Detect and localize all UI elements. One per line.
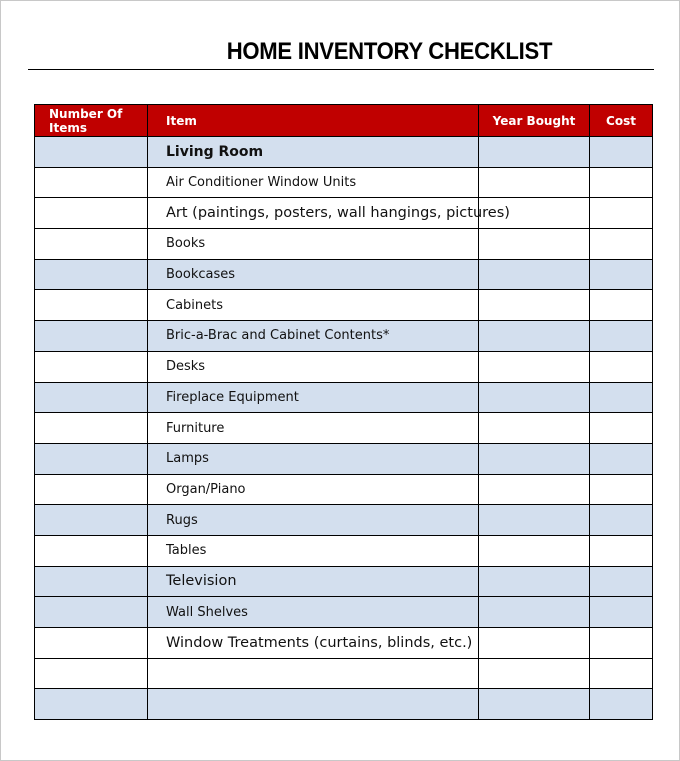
- table-row: [35, 566, 653, 597]
- cost-cell[interactable]: [590, 443, 653, 474]
- item-cell: Tables: [148, 535, 479, 566]
- item-cell: [148, 658, 479, 689]
- table-row: [35, 259, 653, 290]
- year-bought-cell[interactable]: [479, 535, 590, 566]
- table-row: [35, 474, 653, 505]
- number-cell[interactable]: [35, 229, 148, 260]
- cost-cell[interactable]: [590, 382, 653, 413]
- table-row: [35, 229, 653, 260]
- table-header-row: [35, 105, 653, 137]
- item-cell: [148, 689, 479, 720]
- table-row: [35, 535, 653, 566]
- year-bought-cell[interactable]: [479, 137, 590, 168]
- table-row: [35, 382, 653, 413]
- cost-cell[interactable]: [590, 413, 653, 444]
- number-cell[interactable]: [35, 382, 148, 413]
- number-cell[interactable]: [35, 198, 148, 229]
- year-bought-cell[interactable]: [479, 689, 590, 720]
- year-bought-cell[interactable]: [479, 259, 590, 290]
- cost-cell[interactable]: [590, 167, 653, 198]
- number-cell[interactable]: [35, 137, 148, 168]
- table-row: [35, 628, 653, 659]
- cost-cell[interactable]: [590, 597, 653, 628]
- item-cell: Living Room: [148, 137, 479, 168]
- year-bought-cell[interactable]: [479, 290, 590, 321]
- number-cell[interactable]: [35, 505, 148, 536]
- cost-cell[interactable]: [590, 628, 653, 659]
- number-cell[interactable]: [35, 689, 148, 720]
- table-row: [35, 658, 653, 689]
- cost-cell[interactable]: [590, 137, 653, 168]
- number-cell[interactable]: [35, 566, 148, 597]
- year-bought-cell[interactable]: [479, 321, 590, 352]
- number-cell[interactable]: [35, 597, 148, 628]
- cost-cell[interactable]: [590, 321, 653, 352]
- table-row: [35, 167, 653, 198]
- item-cell: Cabinets: [148, 290, 479, 321]
- number-cell[interactable]: [35, 167, 148, 198]
- header-cost: Cost: [590, 105, 653, 137]
- number-cell[interactable]: [35, 351, 148, 382]
- table-row: [35, 321, 653, 352]
- year-bought-cell[interactable]: [479, 597, 590, 628]
- number-cell[interactable]: [35, 474, 148, 505]
- item-cell: Furniture: [148, 413, 479, 444]
- table-row: [35, 689, 653, 720]
- header-number-line1: Number Of: [49, 106, 123, 121]
- year-bought-cell[interactable]: [479, 474, 590, 505]
- table-row: [35, 597, 653, 628]
- header-number-line2: Items: [49, 120, 87, 135]
- table-row: [35, 443, 653, 474]
- item-cell: Books: [148, 229, 479, 260]
- section-header-row: [35, 137, 653, 168]
- number-cell[interactable]: [35, 443, 148, 474]
- item-cell: Lamps: [148, 443, 479, 474]
- year-bought-cell[interactable]: [479, 658, 590, 689]
- cost-cell[interactable]: [590, 351, 653, 382]
- number-cell[interactable]: [35, 259, 148, 290]
- year-bought-cell[interactable]: [479, 382, 590, 413]
- year-bought-cell[interactable]: [479, 566, 590, 597]
- number-cell[interactable]: [35, 535, 148, 566]
- item-cell: Rugs: [148, 505, 479, 536]
- inventory-table: [34, 104, 653, 720]
- table-row: [35, 505, 653, 536]
- cost-cell[interactable]: [590, 474, 653, 505]
- item-cell: Window Treatments (curtains, blinds, etc.): [148, 628, 479, 659]
- item-cell: Air Conditioner Window Units: [148, 167, 479, 198]
- header-number-of-items: [35, 105, 148, 137]
- year-bought-cell[interactable]: [479, 229, 590, 260]
- cost-cell[interactable]: [590, 259, 653, 290]
- cost-cell[interactable]: [590, 566, 653, 597]
- table-row: [35, 198, 653, 229]
- cost-cell[interactable]: [590, 658, 653, 689]
- table-row: [35, 290, 653, 321]
- cost-cell[interactable]: [590, 229, 653, 260]
- number-cell[interactable]: [35, 290, 148, 321]
- header-item: Item: [148, 105, 479, 137]
- cost-cell[interactable]: [590, 198, 653, 229]
- number-cell[interactable]: [35, 413, 148, 444]
- item-cell: Art (paintings, posters, wall hangings, pictures): [148, 198, 479, 229]
- item-cell: Organ/Piano: [148, 474, 479, 505]
- title-underline: [28, 69, 654, 70]
- cost-cell[interactable]: [590, 505, 653, 536]
- item-cell: Bric-a-Brac and Cabinet Contents*: [148, 321, 479, 352]
- item-cell: Desks: [148, 351, 479, 382]
- number-cell[interactable]: [35, 321, 148, 352]
- number-cell[interactable]: [35, 628, 148, 659]
- item-cell: Bookcases: [148, 259, 479, 290]
- year-bought-cell[interactable]: [479, 628, 590, 659]
- table-row: [35, 413, 653, 444]
- year-bought-cell[interactable]: [479, 505, 590, 536]
- cost-cell[interactable]: [590, 689, 653, 720]
- year-bought-cell[interactable]: [479, 167, 590, 198]
- item-cell: Television: [148, 566, 479, 597]
- cost-cell[interactable]: [590, 290, 653, 321]
- year-bought-cell[interactable]: [479, 443, 590, 474]
- cost-cell[interactable]: [590, 535, 653, 566]
- number-cell[interactable]: [35, 658, 148, 689]
- year-bought-cell[interactable]: [479, 351, 590, 382]
- table-row: [35, 351, 653, 382]
- item-cell: Fireplace Equipment: [148, 382, 479, 413]
- item-cell: Wall Shelves: [148, 597, 479, 628]
- year-bought-cell[interactable]: [479, 413, 590, 444]
- header-year-bought: Year Bought: [479, 105, 590, 137]
- page-title: HOME INVENTORY CHECKLIST: [226, 38, 553, 65]
